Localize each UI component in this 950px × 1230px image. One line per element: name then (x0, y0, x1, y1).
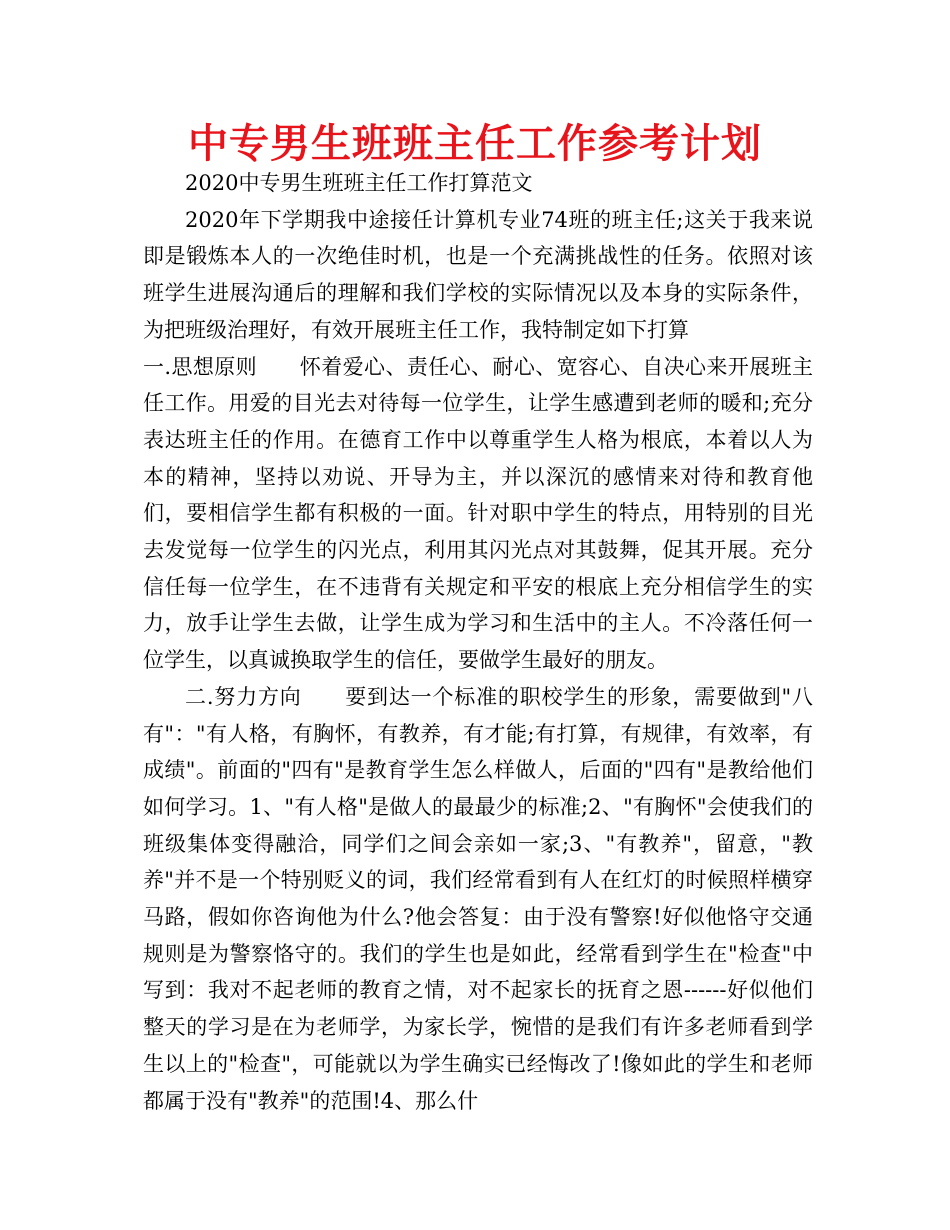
direction-paragraph: 二.努力方向 要到达一个标准的职校学生的形象，需要做到"八有"："有人格，有胸怀，有教养，有才能;有打算，有规律，有效率，有成绩"。前面的"四有"是教育学生怎么样做人，后面的"四有"是教给他们如何学习。1、"有人格"是做人的最最少的标准;2、"有胸怀"会使我们的班级集体变得融洽，同学们之间会亲如一家;3、"有教养"，留意，"教养"并不是一个特别贬义的词，我们经常看到有人在红灯的时候照样横穿马路，假如你咨询他为什么?他会答复：由于没有警察!好似他恪守交通规则是为警察恪守的。我们的学生也是如此，经常看到学生在"检查"中写到：我对不起老师的教育之情，对不起家长的抚育之恩------好似他们整天的学习是在为老师学，为家长学，惋惜的是我们有许多老师看到学生以上的"检查"，可能就以为学生确实已经悔改了!像如此的学生和老师都属于没有"教养"的范围!4、那么什 (143, 684, 813, 1113)
document-body (143, 165, 813, 1119)
subtitle-paragraph: 2020中专男生班班主任工作打算范文 (185, 171, 533, 195)
document-title: 中专男生班班主任工作参考计划 (188, 121, 762, 167)
principle-paragraph: 一.思想原则 怀着爱心、责任心、耐心、宽容心、自决心来开展班主任工作。用爱的目光去对待每一位学生，让学生感遭到老师的暖和;充分表达班主任的作用。在德育工作中以尊重学生人格为根底，本着以人为本的精神，坚持以劝说、开导为主，并以深沉的感情来对待和教育他们，要相信学生都有积极的一面。针对职中学生的特点，用特别的目光去发觉每一位学生的闪光点，利用其闪光点对其鼓舞，促其开展。充分信任每一位学生，在不违背有关规定和平安的根底上充分相信学生的实力，放手让学生去做，让学生成为学习和生活中的主人。不冷落任何一位学生，以真诚换取学生的信任，要做学生最好的朋友。 (143, 354, 813, 673)
intro-paragraph: 2020年下学期我中途接任计算机专业74班的班主任;这关于我来说即是锻炼本人的一次绝佳时机，也是一个充满挑战性的任务。依照对该班学生进展沟通后的理解和我们学校的实际情况以及本身的实际条件，为把班级治理好，有效开展班主任工作，我特制定如下打算 (143, 207, 813, 342)
